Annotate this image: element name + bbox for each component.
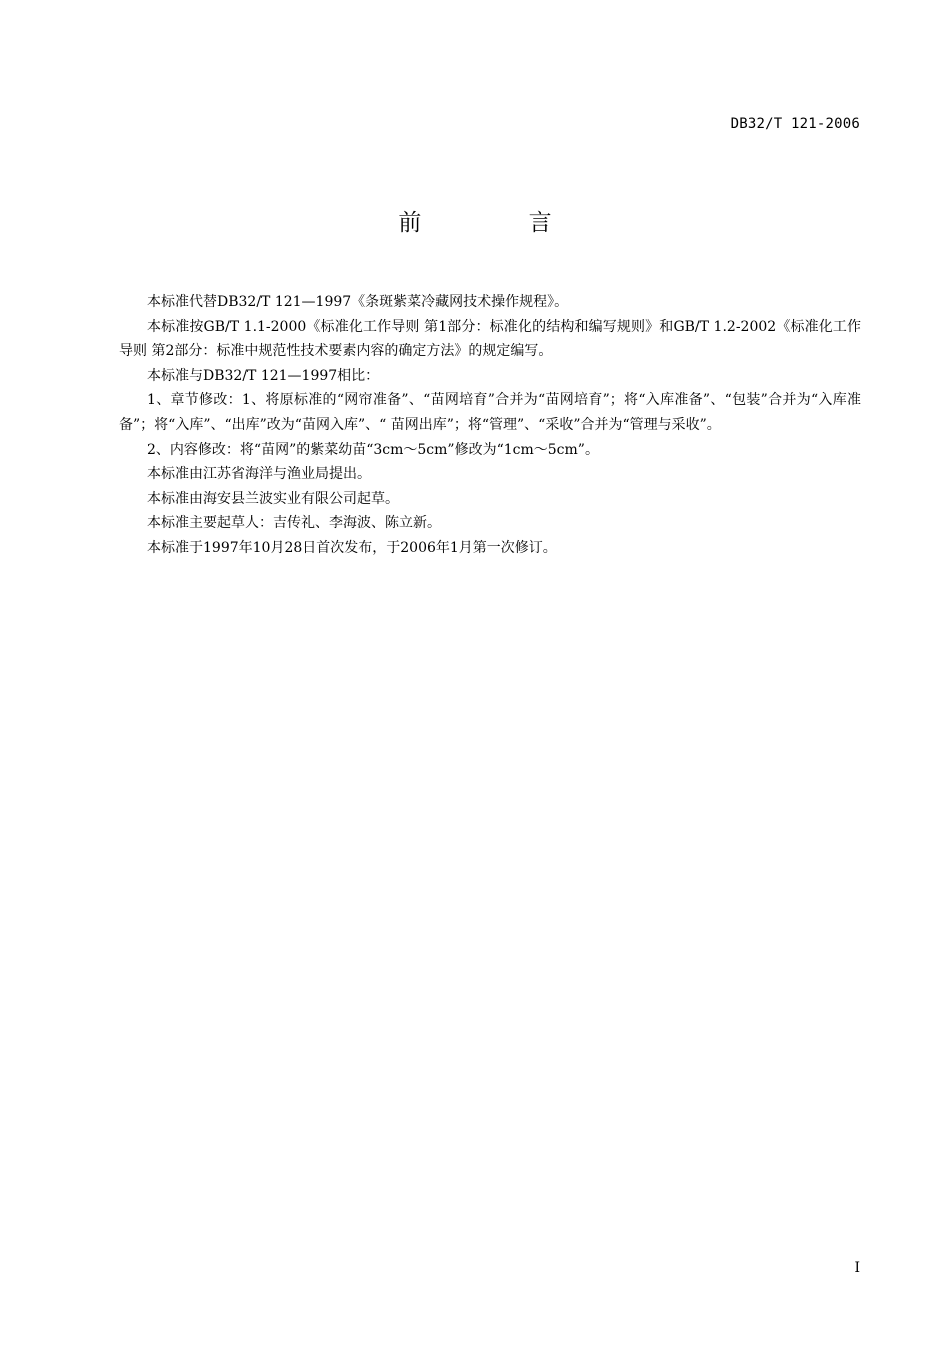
paragraph: 本标准由江苏省海洋与渔业局提出。 bbox=[147, 466, 371, 483]
paragraph: 本标准由海安县兰波实业有限公司起草。 bbox=[147, 490, 399, 507]
paragraph: 本标准与DB32/T 121—1997相比： bbox=[147, 367, 380, 384]
paragraph: 本标准于1997年10月28日首次发布，于2006年1月第一次修订。 bbox=[147, 539, 557, 556]
paragraph: 本标准代替DB32/T 121—1997《条斑紫菜冷藏网技术操作规程》。 bbox=[147, 294, 569, 310]
paragraph: 1、章节修改：1、将原标准的“网帘准备”、“苗网培育”合并为“苗网培育”；将“入库准备”、“包装”合并为“入库准备”；将“入库”、“出库”改为“苗网入库”、“ 苗网出库”；将“管理”、“采收”合并为“管理与采收”。 bbox=[119, 392, 861, 433]
paragraph: 本标准主要起草人：吉传礼、李海波、陈立新。 bbox=[147, 515, 441, 532]
page-number: I bbox=[854, 1260, 860, 1276]
foreword-body bbox=[119, 290, 861, 561]
paragraph: 2、内容修改：将“苗网”的紫菜幼苗“3cm～5cm”修改为“1cm～5cm”。 bbox=[147, 441, 599, 458]
document-code: DB32/T 121-2006 bbox=[730, 116, 860, 132]
page-title: 前 言 bbox=[398, 210, 602, 236]
paragraph: 本标准按GB/T 1.1-2000《标准化工作导则 第1部分：标准化的结构和编写规则》和GB/T 1.2-2002《标准化工作导则 第2部分：标准中规范性技术要素内容的确定方法》的规定编写。 bbox=[119, 318, 861, 360]
